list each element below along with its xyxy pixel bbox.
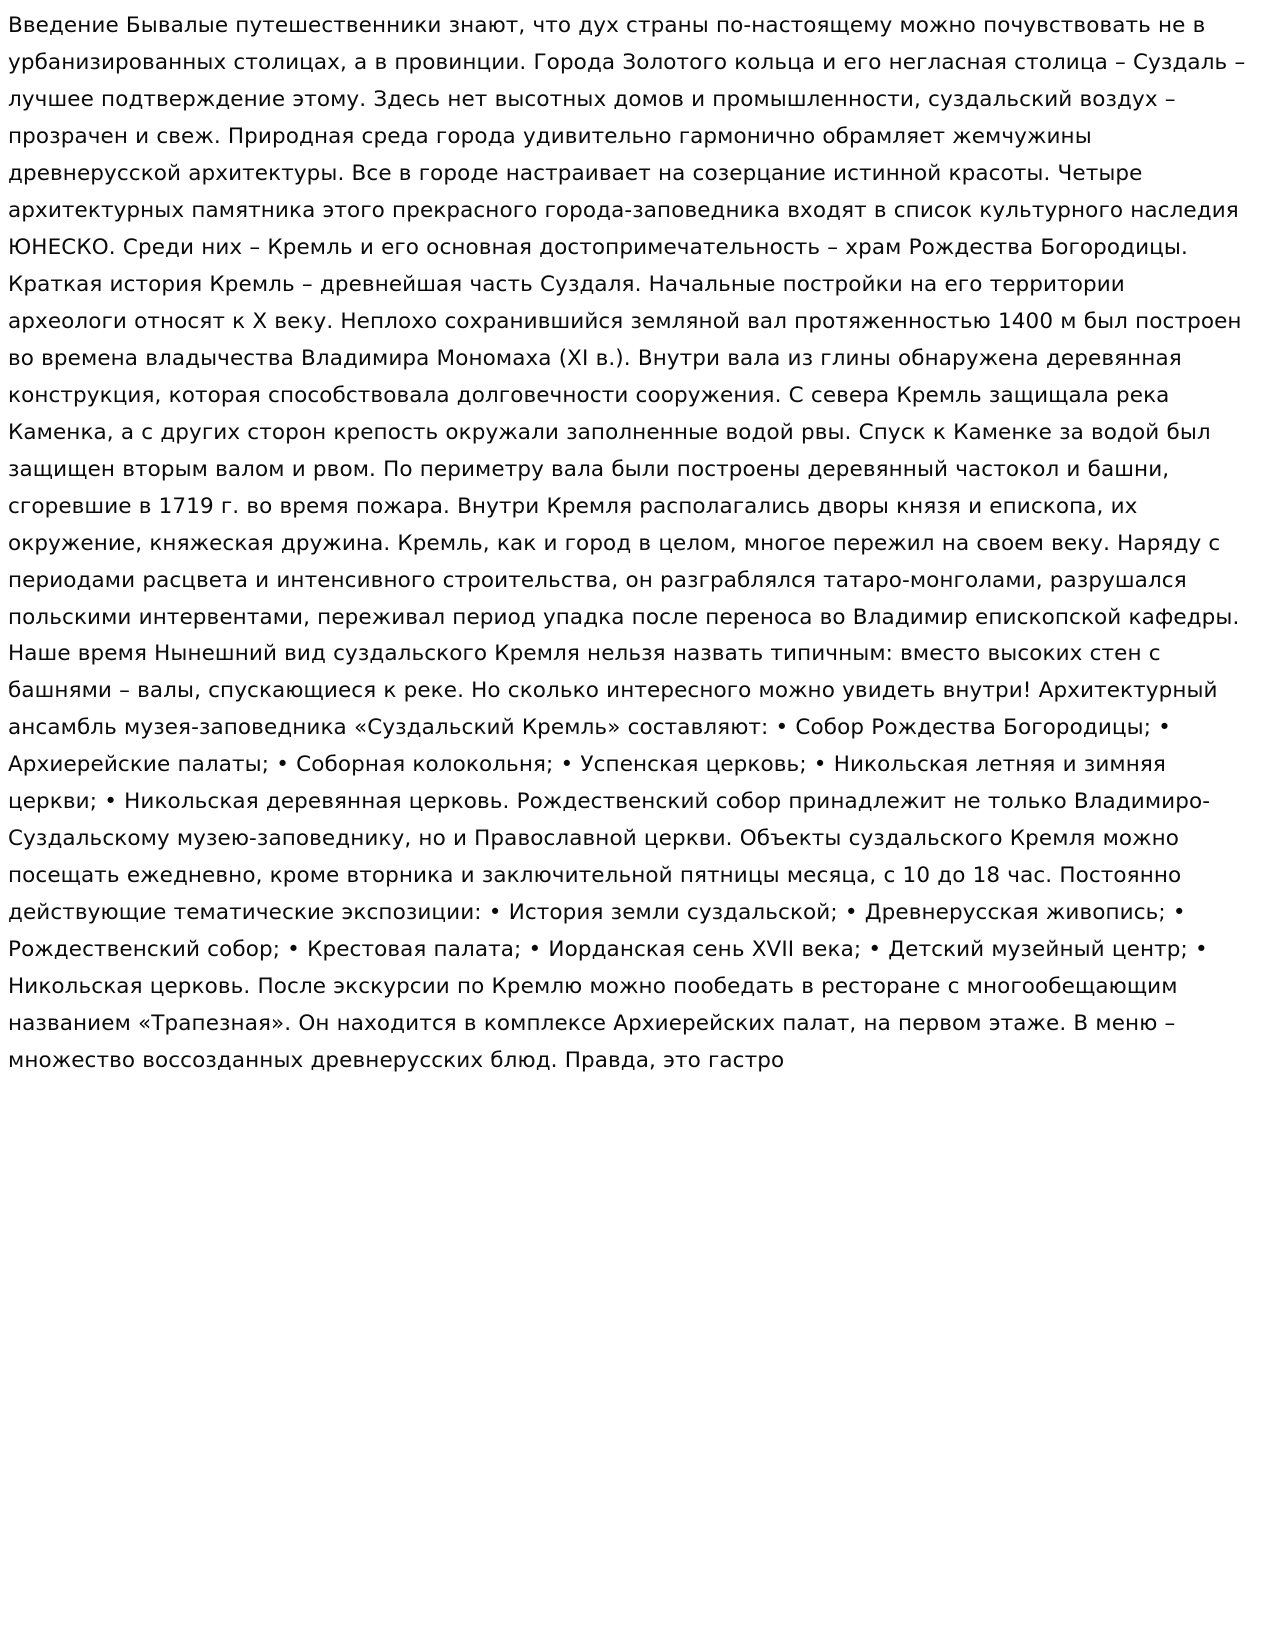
article-paragraph: Введение Бывалые путешественники знают, что дух страны по-настоящему можно почувствовать не в урбанизированных столицах, а в провинции. Города Золотого кольца и его негласная столица – Суздаль – лучшее подтверждение этому. Здесь нет высотных домов и промышленности, суздальский воздух – прозрачен и свеж. Природная среда города удивительно гармонично обрамляет жемчужины древнерусской архитектуры. Все в городе настраивает на созерцание истинной красоты. Четыре архитектурных памятника этого прекрасного города-заповедника входят в список культурного наследия ЮНЕСКО. Среди них – Кремль и его основная достопримечательность – храм Рождества Богородицы. Краткая история Кремль – древнейшая часть Суздаля. Начальные постройки на его территории археологи относят к X веку. Неплохо сохранившийся земляной вал протяженностью 1400 м был построен во времена владычества Владимира Мономаха (XI в.). Внутри вала из глины обнаружена деревянная конструкция, которая способствовала долговечности сооружения. С севера Кремль защищала река Каменка, а с других сторон крепость окружали заполненные водой рвы. Спуск к Каменке за водой был защищен вторым валом и рвом. По периметру вала были построены деревянный частокол и башни, сгоревшие в 1719 г. во время пожара. Внутри Кремля располагались дворы князя и епископа, их окружение, княжеская дружина. Кремль, как и город в целом, многое пережил на своем веку. Наряду с периодами расцвета и интенсивного строительства, он разграблялся татаро-монголами, разрушался польскими интервентами, переживал период упадка после переноса во Владимир епископской кафедры. Наше время Нынешний вид суздальского Кремля нельзя назвать типичным: вместо высоких стен с башнями – валы, спускающиеся к реке. Но сколько интересного можно увидеть внутри! Архитектурный ансамбль музея-заповедника «Суздальский Кремль» составляют: • Собор Рождества Богородицы; • Архиерейские палаты; • Соборная колокольня; • Успенская церковь; • Никольская летняя и зимняя церкви; • Никольская деревянная церковь. Рождественский собор принадлежит не только Владимиро-Суздальскому музею-заповеднику, но и Православной церкви. Объекты суздальского Кремля можно посещать ежедневно, кроме вторника и заключительной пятницы месяца, с 10 до 18 час. Постоянно действующие тематические экспозиции: • История земли суздальской; • Древнерусская живопись; • Рождественский собор; • Крестовая палата; • Иорданская сень XVII века; • Детский музейный центр; • Никольская церковь. После экскурсии по Кремлю можно пообедать в ресторане с многообещающим названием «Трапезная». Он находится в комплексе Архиерейских палат, на первом этаже. В меню – множество воссозданных древнерусских блюд. Правда, это гастро — [8, 13, 1246, 1074]
article-body — [8, 8, 1246, 1080]
